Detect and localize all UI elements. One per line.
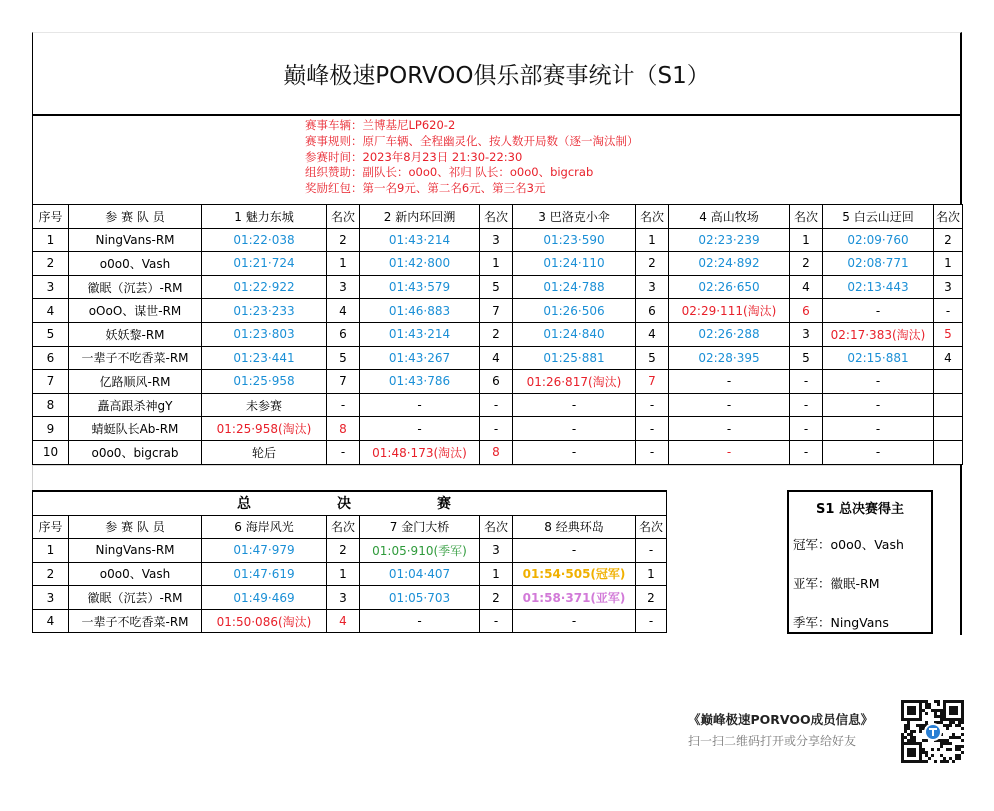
player-name: 妖妖黎-RM: [69, 322, 202, 346]
table-row: [33, 417, 963, 441]
rank-cell: 3: [327, 275, 360, 299]
column-header: 名次: [636, 205, 669, 229]
sheet-right-border: [960, 490, 962, 635]
row-number: 8: [33, 393, 69, 417]
time-cell: -: [513, 417, 636, 441]
time-cell: 01:43·786: [360, 370, 480, 394]
time-cell: 02:13·443: [823, 275, 934, 299]
table-header-row: [33, 205, 963, 229]
rank-cell: 1: [327, 252, 360, 276]
rank-cell: 2: [480, 322, 513, 346]
row-number: 5: [33, 322, 69, 346]
column-header: 2 新内环回溯: [360, 205, 480, 229]
column-header: 8 经典环岛: [513, 515, 636, 539]
runner-up: 亚军：徽眠-RM: [793, 576, 880, 591]
time-cell: -: [513, 609, 636, 633]
rank-cell: -: [790, 393, 823, 417]
rank-cell: 5: [636, 346, 669, 370]
rank-cell: 1: [327, 562, 360, 586]
rank-cell: -: [636, 539, 667, 563]
table-row: [33, 586, 667, 610]
rank-cell: 4: [327, 299, 360, 323]
time-cell: 01:48·173(淘汰): [360, 440, 480, 464]
info-vehicle: 赛事车辆：兰博基尼LP620-2: [305, 118, 456, 132]
rank-cell: -: [327, 393, 360, 417]
column-header: 名次: [480, 515, 513, 539]
player-name: 一辈子不吃香菜-RM: [69, 346, 202, 370]
time-cell: 01:22·922: [202, 275, 327, 299]
column-header: 序号: [33, 205, 69, 229]
table-row: [33, 228, 963, 252]
rank-cell: 2: [636, 252, 669, 276]
third-place: 季军：NingVans: [793, 615, 889, 630]
time-cell: 轮后: [202, 440, 327, 464]
table-row: [33, 539, 667, 563]
rank-cell: -: [934, 299, 963, 323]
time-cell: 01:26·817(淘汰): [513, 370, 636, 394]
rank-cell: 8: [327, 417, 360, 441]
table-row: [33, 322, 963, 346]
time-cell: 01:23·803: [202, 322, 327, 346]
player-name: o0o0、Vash: [69, 252, 202, 276]
rank-cell: [934, 417, 963, 441]
final-banner: [33, 491, 667, 515]
rank-cell: 3: [327, 586, 360, 610]
rank-cell: 1: [480, 252, 513, 276]
time-cell: 01:22·038: [202, 228, 327, 252]
rank-cell: -: [790, 370, 823, 394]
time-cell: -: [360, 393, 480, 417]
final-results-table: [32, 490, 667, 633]
rank-cell: 1: [480, 562, 513, 586]
rank-cell: 3: [636, 275, 669, 299]
final-banner-char: 决: [337, 496, 351, 513]
time-cell: -: [513, 440, 636, 464]
rank-cell: 3: [480, 228, 513, 252]
time-cell: 01:42·800: [360, 252, 480, 276]
time-cell: 02:17·383(淘汰): [823, 322, 934, 346]
time-cell: -: [360, 417, 480, 441]
final-banner-char: 赛: [437, 496, 451, 513]
spacer-row: [32, 465, 962, 490]
player-name: 徽眠（沉芸）-RM: [69, 586, 202, 610]
row-number: 4: [33, 609, 69, 633]
winners-title: S1 总决赛得主: [816, 502, 904, 517]
rank-cell: -: [480, 417, 513, 441]
rank-cell: -: [636, 440, 669, 464]
final-banner-row: [33, 491, 667, 515]
event-info: [32, 116, 962, 204]
column-header: 1 魅力东城: [202, 205, 327, 229]
time-cell: 01:24·788: [513, 275, 636, 299]
time-cell: 01:58·371(亚军): [513, 586, 636, 610]
column-header: 7 金门大桥: [360, 515, 480, 539]
time-cell: 01:50·086(淘汰): [202, 609, 327, 633]
rank-cell: 5: [480, 275, 513, 299]
time-cell: 02:09·760: [823, 228, 934, 252]
winners-box: [787, 490, 933, 634]
rank-cell: [934, 393, 963, 417]
rank-cell: 1: [636, 562, 667, 586]
row-number: 3: [33, 586, 69, 610]
time-cell: 01:47·619: [202, 562, 327, 586]
table-row: [33, 440, 963, 464]
rank-cell: -: [790, 417, 823, 441]
time-cell: 01:23·441: [202, 346, 327, 370]
time-cell: -: [669, 393, 790, 417]
rank-cell: 4: [636, 322, 669, 346]
column-header: 6 海岸风光: [202, 515, 327, 539]
rank-cell: 8: [480, 440, 513, 464]
column-header: 名次: [934, 205, 963, 229]
footer-title: 《巅峰极速PORVOO成员信息》: [688, 712, 874, 727]
rank-cell: [934, 440, 963, 464]
time-cell: 02:23·239: [669, 228, 790, 252]
time-cell: -: [669, 370, 790, 394]
time-cell: 01:25·958: [202, 370, 327, 394]
time-cell: 01:24·110: [513, 252, 636, 276]
column-header: 名次: [790, 205, 823, 229]
time-cell: -: [669, 440, 790, 464]
time-cell: 01:26·506: [513, 299, 636, 323]
player-name: NingVans-RM: [69, 228, 202, 252]
rank-cell: 1: [790, 228, 823, 252]
time-cell: -: [823, 370, 934, 394]
time-cell: 01:05·703: [360, 586, 480, 610]
rank-cell: -: [636, 393, 669, 417]
time-cell: 01:23·233: [202, 299, 327, 323]
rank-cell: -: [480, 609, 513, 633]
rank-cell: -: [327, 440, 360, 464]
time-cell: -: [513, 393, 636, 417]
time-cell: 01:43·214: [360, 228, 480, 252]
row-number: 6: [33, 346, 69, 370]
time-cell: 01:54·505(冠军): [513, 562, 636, 586]
rank-cell: 6: [480, 370, 513, 394]
time-cell: 未参赛: [202, 393, 327, 417]
final-banner-char: 总: [237, 496, 251, 513]
info-reward: 奖励红包：第一名9元、第二名6元、第三名3元: [305, 181, 546, 196]
table-row: [33, 299, 963, 323]
time-cell: 01:43·579: [360, 275, 480, 299]
row-number: 3: [33, 275, 69, 299]
info-rules: 赛事规则：原厂车辆、全程幽灵化、按人数开局数（逐一淘汰制）: [305, 133, 639, 148]
rank-cell: 1: [636, 228, 669, 252]
player-name: 亿路顺风-RM: [69, 370, 202, 394]
player-name: oOoO、谋世-RM: [69, 299, 202, 323]
rank-cell: 5: [934, 322, 963, 346]
rank-cell: 6: [327, 322, 360, 346]
rank-cell: 4: [327, 609, 360, 633]
column-header: 3 巴洛克小伞: [513, 205, 636, 229]
player-name: 徽眠（沉芸）-RM: [69, 275, 202, 299]
player-name: NingVans-RM: [69, 539, 202, 563]
rank-cell: 2: [480, 586, 513, 610]
column-header: 名次: [327, 205, 360, 229]
player-name: o0o0、Vash: [69, 562, 202, 586]
rank-cell: 2: [327, 228, 360, 252]
rank-cell: 2: [636, 586, 667, 610]
rank-cell: [934, 370, 963, 394]
table-header-row: [33, 515, 667, 539]
time-cell: 01:21·724: [202, 252, 327, 276]
time-cell: 02:15·881: [823, 346, 934, 370]
rank-cell: 4: [480, 346, 513, 370]
rank-cell: 6: [636, 299, 669, 323]
table-row: [33, 252, 963, 276]
champion: 冠军：o0o0、Vash: [793, 537, 904, 552]
time-cell: 01:23·590: [513, 228, 636, 252]
time-cell: 01:46·883: [360, 299, 480, 323]
footer-subtitle: 扫一扫二维码打开或分享给好友: [688, 734, 857, 748]
rank-cell: 3: [790, 322, 823, 346]
time-cell: 01:47·979: [202, 539, 327, 563]
row-number: 4: [33, 299, 69, 323]
table-row: [33, 346, 963, 370]
player-name: 矗高跟杀神gY: [69, 393, 202, 417]
rank-cell: 4: [790, 275, 823, 299]
column-header: 名次: [636, 515, 667, 539]
column-header: 序号: [33, 515, 69, 539]
column-header: 4 高山牧场: [669, 205, 790, 229]
time-cell: 02:24·892: [669, 252, 790, 276]
table-row: [33, 562, 667, 586]
player-name: 一辈子不吃香菜-RM: [69, 609, 202, 633]
rank-cell: 5: [790, 346, 823, 370]
time-cell: -: [513, 539, 636, 563]
time-cell: 01:25·958(淘汰): [202, 417, 327, 441]
player-name: 蜻蜓队长Ab-RM: [69, 417, 202, 441]
row-number: 1: [33, 539, 69, 563]
table-row: [33, 609, 667, 633]
time-cell: 01:43·214: [360, 322, 480, 346]
rank-cell: 3: [480, 539, 513, 563]
time-cell: 01:24·840: [513, 322, 636, 346]
table-row: [33, 370, 963, 394]
info-sponsor: 组织赞助：副队长：o0o0、祁归 队长：o0o0、bigcrab: [305, 165, 594, 180]
time-cell: 01:04·407: [360, 562, 480, 586]
time-cell: 02:08·771: [823, 252, 934, 276]
column-header: 5 白云山迂回: [823, 205, 934, 229]
time-cell: 02:28·395: [669, 346, 790, 370]
rank-cell: 4: [934, 346, 963, 370]
time-cell: 02:26·650: [669, 275, 790, 299]
row-number: 10: [33, 440, 69, 464]
info-time: 参赛时间：2023年8月23日 21:30-22:30: [305, 149, 523, 164]
rank-cell: 3: [934, 275, 963, 299]
row-number: 1: [33, 228, 69, 252]
row-number: 2: [33, 252, 69, 276]
time-cell: -: [669, 417, 790, 441]
column-header: 名次: [480, 205, 513, 229]
rank-cell: -: [636, 609, 667, 633]
qualifying-results-table: [32, 204, 963, 465]
column-header: 参 赛 队 员: [69, 205, 202, 229]
rank-cell: 2: [327, 539, 360, 563]
page-title: 巅峰极速PORVOO俱乐部赛事统计（S1）: [32, 32, 962, 116]
rank-cell: 2: [934, 228, 963, 252]
row-number: 9: [33, 417, 69, 441]
time-cell: -: [823, 417, 934, 441]
time-cell: 01:43·267: [360, 346, 480, 370]
rank-cell: 6: [790, 299, 823, 323]
time-cell: -: [823, 299, 934, 323]
rank-cell: 7: [480, 299, 513, 323]
row-number: 7: [33, 370, 69, 394]
row-number: 2: [33, 562, 69, 586]
time-cell: 01:05·910(季军): [360, 539, 480, 563]
rank-cell: 7: [327, 370, 360, 394]
qr-code-icon[interactable]: [900, 699, 966, 765]
time-cell: 01:25·881: [513, 346, 636, 370]
time-cell: -: [360, 609, 480, 633]
time-cell: -: [823, 440, 934, 464]
time-cell: -: [823, 393, 934, 417]
table-row: [33, 393, 963, 417]
column-header: 参 赛 队 员: [69, 515, 202, 539]
time-cell: 01:49·469: [202, 586, 327, 610]
rank-cell: -: [636, 417, 669, 441]
rank-cell: 5: [327, 346, 360, 370]
rank-cell: 2: [790, 252, 823, 276]
rank-cell: 1: [934, 252, 963, 276]
rank-cell: -: [480, 393, 513, 417]
rank-cell: -: [790, 440, 823, 464]
table-row: [33, 275, 963, 299]
rank-cell: 7: [636, 370, 669, 394]
player-name: o0o0、bigcrab: [69, 440, 202, 464]
time-cell: 02:26·288: [669, 322, 790, 346]
column-header: 名次: [327, 515, 360, 539]
time-cell: 02:29·111(淘汰): [669, 299, 790, 323]
